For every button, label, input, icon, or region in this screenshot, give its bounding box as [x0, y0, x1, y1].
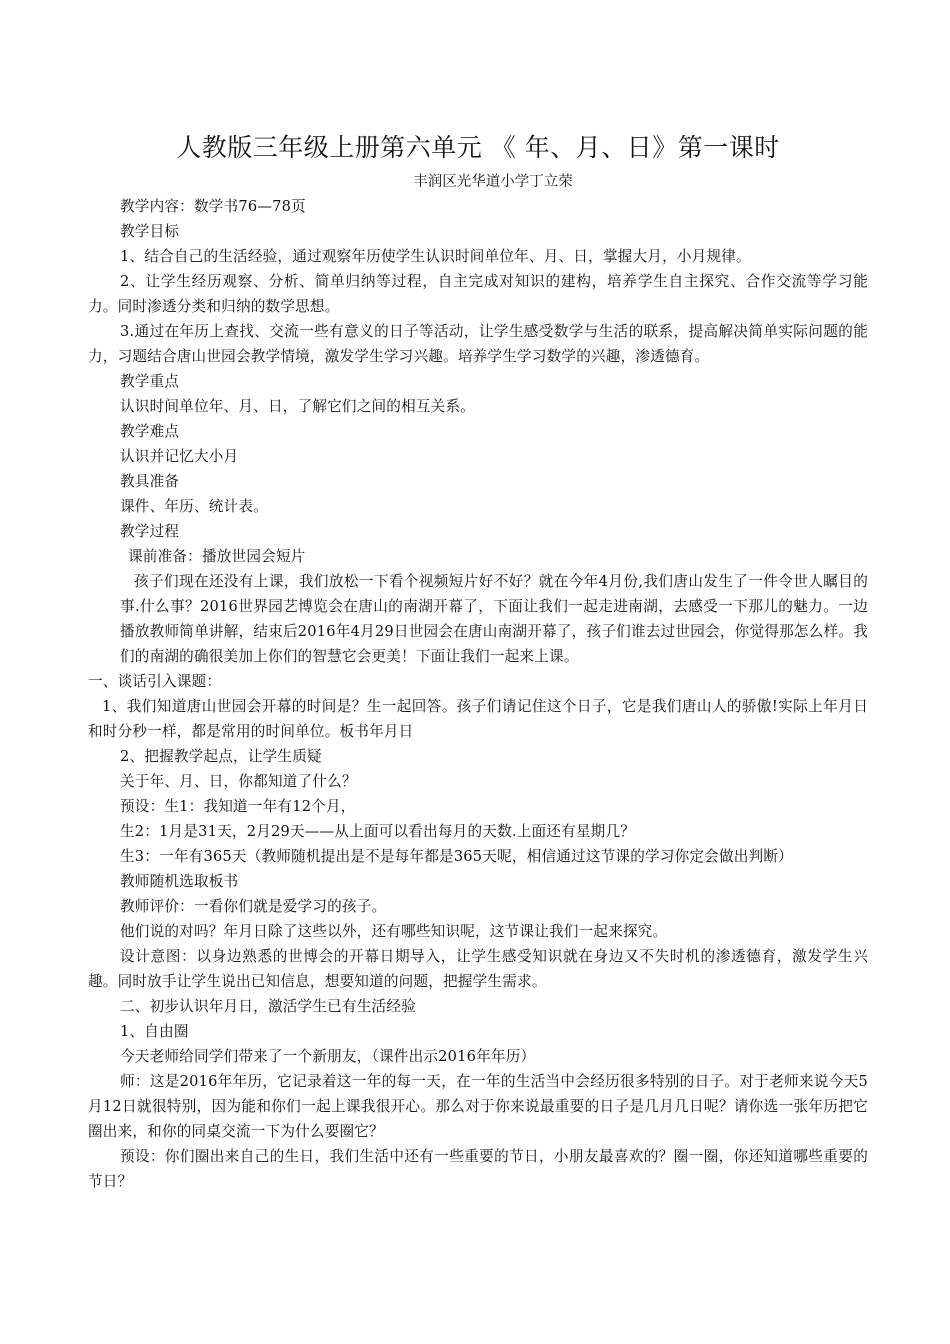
paragraph: 课件、年历、统计表。	[120, 498, 268, 515]
section-heading: 教学过程	[120, 523, 180, 540]
paragraph: 师：这是2016年年历，它记录着这一年的每一天，在一年的生活当中会经历很多特别的日子。对于老师来说今天5月12日就很特别，因为能和你们一起上课我很开心。那么对于你来说最重要的日子是几月几日呢？请你选一张年历把它圈出来，和你的同桌交流一下为什么要圈它？	[88, 1073, 868, 1140]
paragraph: 预设：你们圈出来自己的生日，我们生活中还有一些重要的节日，小朋友最喜欢的？圈一圈，你还知道哪些重要的节日？	[88, 1148, 868, 1190]
paragraph: 认识并记忆大小月	[120, 448, 239, 465]
paragraph: 预设：生1：我知道一年有12个月，	[120, 798, 356, 815]
document-title: 人教版三年级上册第六单元 《 年、月、日》第一课时	[176, 133, 780, 162]
paragraph: 孩子们现在还没有上课，我们放松一下看个视频短片好不好？就在今年4月份,我们唐山发生了一件令世人瞩目的事.什么事？2016世界园艺博览会在唐山的南湖开幕了，下面让我们一起走进南湖，去感受一下那儿的魅力。一边播放教师简单讲解，结束后2016年4月29日世园会在唐山南湖开幕了，孩子们谁去过世园会，你觉得那怎么样。我们的南湖的确很美加上你们的智慧它会更美！下面让我们一起来上课。	[120, 573, 868, 665]
section-heading: 一、谈话引入课题：	[88, 673, 222, 690]
section-heading: 教具准备	[120, 473, 180, 490]
paragraph: 他们说的对吗？年月日除了这些以外，还有哪些知识呢，这节课让我们一起来探究。	[120, 923, 668, 940]
paragraph: 教师评价：一看你们就是爱学习的孩子。	[120, 898, 387, 915]
paragraph: 1、结合自己的生活经验，通过观察年历使学生认识时间单位年、月、日，掌握大月，小月规律。	[120, 248, 751, 265]
paragraph: 3.通过在年历上查找、交流一些有意义的日子等活动，让学生感受数学与生活的联系，提高解决简单实际问题的能力，习题结合唐山世园会教学情境，激发学生学习兴趣。培养学生学习数学的兴趣，渗透德育。	[88, 323, 868, 365]
paragraph: 1、我们知道唐山世园会开幕的时间是？生一起回答。孩子们请记住这个日子，它是我们唐山人的骄傲!实际上年月日和时分秒一样，都是常用的时间单位。板书年月日	[88, 698, 868, 740]
paragraph: 教学内容：数学书76—78页	[120, 198, 306, 215]
paragraph: 1、自由圈	[120, 1023, 189, 1040]
paragraph: 生3：一年有365天（教师随机提出是不是每年都是365天呢，相信通过这节课的学习你定会做出判断）	[120, 848, 793, 865]
section-heading: 教学重点	[120, 373, 180, 390]
paragraph: 2、让学生经历观察、分析、简单归纳等过程，自主完成对知识的建构，培养学生自主探究、合作交流等学习能力。同时渗透分类和归纳的数学思想。	[88, 273, 868, 315]
section-heading: 教学难点	[120, 423, 180, 440]
paragraph: 2、把握教学起点，让学生质疑	[120, 748, 322, 765]
paragraph: 课前准备：播放世园会短片	[128, 548, 306, 565]
document-page	[88, 130, 868, 1194]
section-heading: 二、初步认识年月日，激活学生已有生活经验	[120, 998, 416, 1015]
paragraph: 关于年、月、日，你都知道了什么？	[120, 773, 357, 790]
document-author: 丰润区光华道小学丁立荣	[413, 174, 573, 190]
paragraph: 教师随机选取板书	[120, 873, 239, 890]
paragraph: 生2：1月是31天，2月29天——从上面可以看出每月的天数.上面还有星期几？	[120, 823, 636, 840]
paragraph: 认识时间单位年、月、日，了解它们之间的相互关系。	[120, 398, 476, 415]
section-heading: 教学目标	[120, 223, 180, 240]
paragraph: 今天老师给同学们带来了一个新朋友，（课件出示2016年年历）	[120, 1048, 536, 1065]
paragraph: 设计意图：以身边熟悉的世博会的开幕日期导入，让学生感受知识就在身边又不失时机的渗透德育，激发学生兴趣。同时放手让学生说出已知信息，想要知道的问题，把握学生需求。	[88, 948, 868, 990]
